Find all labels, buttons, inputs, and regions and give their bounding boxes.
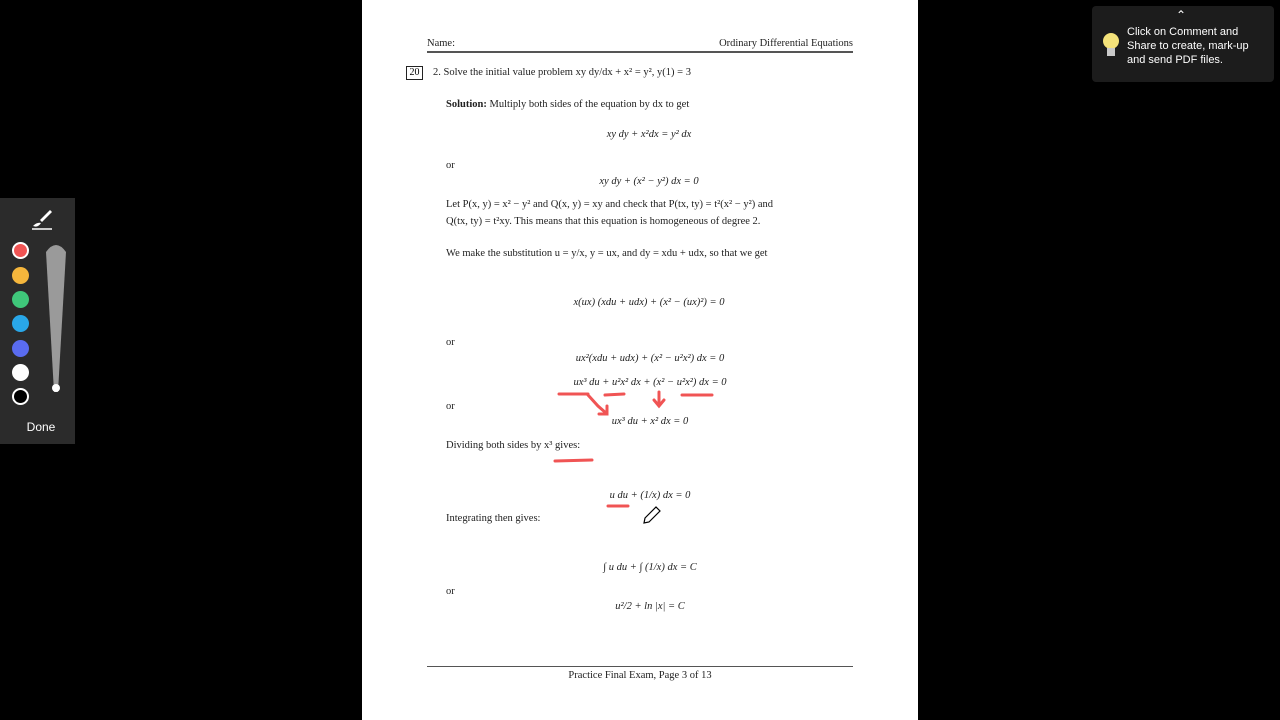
paragraph-3: Dividing both sides by x³ gives: — [446, 440, 581, 451]
color-blue[interactable] — [12, 315, 29, 332]
solution-intro: Multiply both sides of the equation by dx to get — [489, 99, 690, 110]
lightbulb-icon — [1101, 32, 1121, 60]
collapse-chevron-icon[interactable]: ⌃ — [1176, 8, 1187, 22]
or-3: or — [446, 401, 455, 412]
ink-toolbar — [0, 198, 75, 444]
color-orange[interactable] — [12, 267, 29, 284]
equation-3: x(ux) (xdu + udx) + (x² − (ux)²) = 0 — [573, 297, 725, 308]
color-red[interactable] — [12, 242, 29, 259]
equation-9: u²/2 + ln |x| = C — [615, 601, 685, 612]
equation-6: ux³ du + x² dx = 0 — [611, 416, 689, 427]
header-name: Name: — [427, 38, 455, 49]
tip-popup — [1092, 6, 1274, 82]
ink-annotations — [362, 0, 918, 720]
underline-gives — [555, 460, 592, 461]
equation-8: ∫ u du + ∫ (1/x) dx = C — [603, 562, 697, 573]
header-course: Ordinary Differential Equations — [719, 38, 853, 49]
or-4: or — [446, 586, 455, 597]
points-box: 20 — [406, 66, 423, 80]
equation-5: ux³ du + u²x² dx + (x² − u²x²) dx = 0 — [573, 377, 727, 388]
color-indigo[interactable] — [12, 340, 29, 357]
thickness-slider[interactable] — [45, 242, 67, 402]
color-green[interactable] — [12, 291, 29, 308]
slider-handle — [52, 384, 60, 392]
equation-4: ux²(xdu + udx) + (x² − u²x²) dx = 0 — [575, 353, 725, 364]
paragraph-2: We make the substitution u = y/x, y = ux, and dy = xdu + udx, so that we get — [446, 248, 768, 259]
page-footer: Practice Final Exam, Page 3 of 13 — [568, 670, 712, 681]
pencil-cursor-icon — [644, 507, 660, 523]
paragraph-1-line-2: Q(tx, ty) = t²xy. This means that this equation is homogeneous of degree 2. — [446, 216, 761, 227]
tip-text: Click on Comment and Share to create, mark-up and send PDF files. — [1127, 26, 1249, 66]
equation-1: xy dy + x²dx = y² dx — [606, 129, 692, 140]
or-2: or — [446, 337, 455, 348]
solution-label: Solution: — [446, 99, 487, 110]
or-1: or — [446, 160, 455, 171]
paragraph-1-line-1: Let P(x, y) = x² − y² and Q(x, y) = xy and check that P(tx, ty) = t²(x² − y²) and — [446, 199, 774, 210]
equation-7: u du + (1/x) dx = 0 — [609, 490, 691, 501]
problem-statement: 2. Solve the initial value problem xy dy/dx + x² = y², y(1) = 3 — [433, 67, 691, 78]
color-black[interactable] — [12, 388, 29, 405]
arrow-down — [654, 392, 664, 406]
pdf-page — [362, 0, 918, 720]
done-button[interactable]: Done — [26, 420, 56, 434]
arrow-curve — [588, 395, 606, 413]
paragraph-4: Integrating then gives: — [446, 513, 541, 524]
underline-u2x2 — [605, 394, 624, 395]
pen-icon[interactable] — [30, 206, 54, 230]
equation-2: xy dy + (x² − y²) dx = 0 — [599, 176, 699, 187]
color-white[interactable] — [12, 364, 29, 381]
